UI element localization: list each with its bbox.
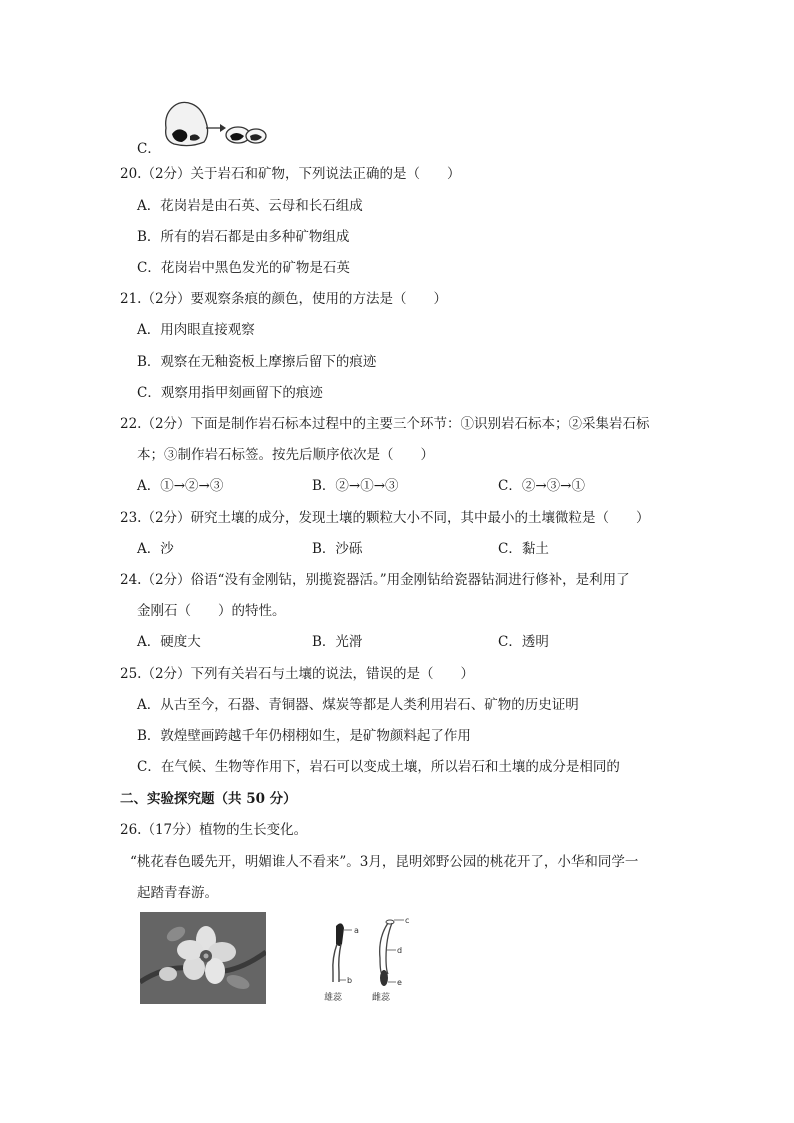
q22-option-c: C．②→③→① [498, 478, 585, 494]
q19-option-c-label: C． [137, 141, 161, 157]
q22-option-a: A．①→②→③ [137, 478, 224, 494]
q25-option-b: B．敦煌壁画跨越千年仍栩栩如生，是矿物颜料起了作用 [137, 728, 471, 744]
q21-stem: 21.（2分）要观察条痕的颜色，使用的方法是（ ） [120, 291, 448, 307]
q25-option-c: C．在气候、生物等作用下，岩石可以变成土壤，所以岩石和土壤的成分是相同的 [137, 759, 620, 775]
q23-option-b: B．沙砾 [312, 541, 363, 557]
stamen-anther [336, 923, 344, 946]
q22-stem-line1: 22.（2分）下面是制作岩石标本过程中的主要三个环节：①识别岩石标本；②采集岩石标 [120, 416, 650, 432]
stamen-pistil-diagram [316, 914, 426, 1006]
stamen-filament [333, 944, 337, 982]
q21-option-b: B．观察在无釉瓷板上摩擦后留下的痕迹 [137, 354, 377, 370]
pistil-ovary [380, 970, 388, 986]
q24-stem-line1: 24.（2分）俗语“没有金刚钻，别揽瓷器活。”用金刚钻给瓷器钻洞进行修补，是利用了 [120, 572, 630, 588]
pistil-caption: 雌蕊 [372, 993, 391, 1003]
q25-stem: 25.（2分）下列有关岩石与土壤的说法，错误的是（ ） [120, 666, 475, 682]
q20-option-a: A．花岗岩是由石英、云母和长石组成 [137, 198, 363, 214]
q26-stem: 26.（17分）植物的生长变化。 [120, 822, 308, 838]
section-title: 二、实验探究题（共 50 分） [120, 791, 297, 807]
label-e: e [397, 978, 402, 987]
q20-option-b: B．所有的岩石都是由多种矿物组成 [137, 229, 350, 245]
q20-option-c: C．花岗岩中黑色发光的矿物是石英 [137, 260, 350, 276]
q24-stem-line2: 金刚石（ ）的特性。 [137, 603, 286, 619]
q23-option-a: A．沙 [137, 541, 174, 557]
q24-option-b: B．光滑 [312, 634, 363, 650]
label-b: b [347, 976, 353, 985]
q21-option-a: A．用肉眼直接观察 [137, 322, 255, 338]
label-a: a [354, 926, 359, 935]
q25-option-a: A．从古至今，石器、青铜器、煤炭等都是人类利用岩石、矿物的历史证明 [137, 697, 579, 713]
q21-option-c: C．观察用指甲刻画留下的痕迹 [137, 385, 323, 401]
q26-paragraph-line2: 起踏青春游。 [137, 885, 218, 901]
q23-option-c: C．黏土 [498, 541, 549, 557]
label-c: c [405, 916, 410, 925]
rock-weathering-figure [160, 98, 272, 150]
q23-stem: 23.（2分）研究土壤的成分，发现土壤的颗粒大小不同，其中最小的土壤微粒是（ ） [120, 510, 650, 526]
q22-stem-line2: 本；③制作岩石标签。按先后顺序依次是（ ） [137, 447, 434, 463]
q22-option-b: B．②→①→③ [312, 478, 399, 494]
q24-option-c: C．透明 [498, 634, 549, 650]
stamen-caption: 雄蕊 [324, 993, 343, 1003]
q20-stem: 20.（2分）关于岩石和矿物，下列说法正确的是（ ） [120, 166, 461, 182]
q24-option-a: A．硬度大 [137, 634, 201, 650]
peach-blossom-photo [140, 912, 266, 1004]
label-d: d [397, 946, 403, 955]
q26-paragraph-line1: “桃花春色暖先开，明媚谁人不看来”。3月，昆明郊野公园的桃花开了，小华和同学一 [130, 854, 639, 870]
